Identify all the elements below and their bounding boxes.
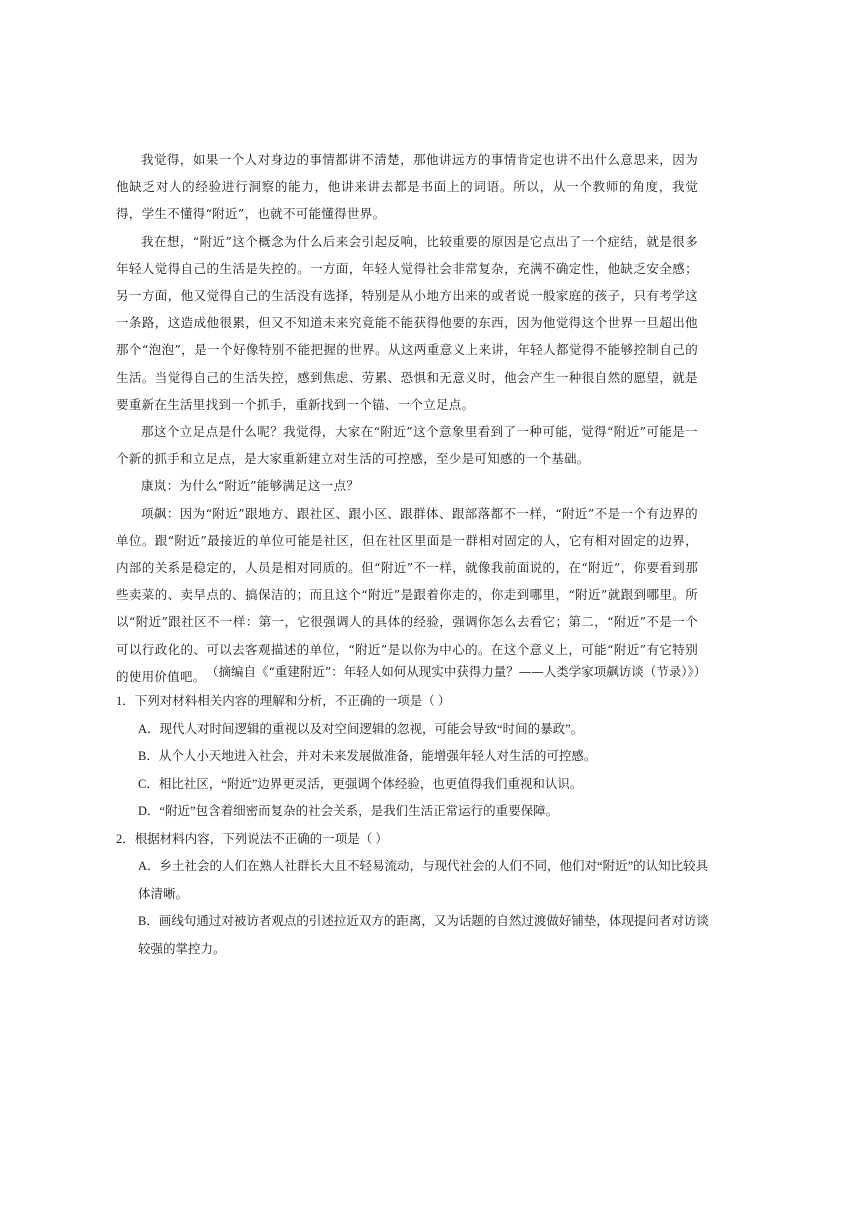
question-stem: 2．根据材料内容，下列说法不正确的一项是（ ） bbox=[116, 831, 388, 846]
question-option-a: A．现代人对时间逻辑的重视以及对空间逻辑的忽视，可能会导致“时间的暴政”。 bbox=[138, 721, 584, 736]
question-option-a: A．乡土社会的人们在熟人社群长大且不轻易流动，与现代社会的人们不同，他们对“附近”的认知比较具体清晰。 bbox=[138, 859, 709, 901]
passage-paragraph-1: 我觉得，如果一个人对身边的事情都讲不清楚，那他讲远方的事情肯定也讲不出什么意思来，因为他缺乏对人的经验进行洞察的能力，他讲来讲去都是书面上的词语。所以，从一个教师的角度，我觉得，学生不懂得“附近”，也就不可能懂得世界。 bbox=[116, 152, 698, 222]
question-option-b: B．画线句通过对被访者观点的引述拉近双方的距离，又为话题的自然过渡做好铺垫，体现提问者对访谈较强的掌控力。 bbox=[138, 914, 709, 956]
question-stem: 1．下列对材料相关内容的理解和分析，不正确的一项是（ ） bbox=[116, 694, 451, 708]
source-citation: （摘编自《“重建附近”：年轻人如何从现实中获得力量？——人类学家项飙访谈（节录）》） bbox=[206, 664, 707, 679]
question-2 bbox=[116, 826, 716, 964]
question-list bbox=[116, 688, 716, 963]
passage-paragraph-4: 康岚：为什么“附近”能够满足这一点？ bbox=[141, 478, 360, 494]
passage-paragraph-5: 项飙：因为“附近”跟地方、跟社区、跟小区、跟群体、跟部落都不一样，“附近”不是一个有边界的单位。跟“附近”最接近的单位可能是社区，但在社区里面是一群相对固定的人，它有相对固定的边界，内部的关系是稳定的，人员是相对同质的。但“附近”不一样，就像我前面说的，在“附近”，你要看到那些卖菜的、卖早点的、搞保洁的；而且这个“附近”是跟着你走的，你走到哪里，“附近”就跟到哪里。所以“附近”跟社区不一样：第一，它很强调人的具体的经验，强调你怎么去看它；第二，“附近”不是一个可以行政化的、可以去客观描述的单位，“附近”是以你为中心的。在这个意义上，可能“附近”有它特别的使用价值吧。 bbox=[116, 505, 698, 684]
question-1 bbox=[116, 688, 716, 826]
question-option-d: D．“附近”包含着细密而复杂的社会关系，是我们生活正常运行的重要保障。 bbox=[138, 804, 559, 818]
question-option-b: B．从个人小天地进入社会，并对未来发展做准备，能增强年轻人对生活的可控感。 bbox=[138, 749, 597, 763]
question-option-c: C．相比社区，“附近”边界更灵活，更强调个体经验，也更值得我们重视和认识。 bbox=[138, 776, 583, 791]
passage-body bbox=[116, 146, 698, 690]
passage-paragraph-3: 那这个立足点是什么呢？我觉得，大家在“附近”这个意象里看到了一种可能，觉得“附近”可能是一个新的抓手和立足点，是大家重新建立对生活的可控感，至少是可知感的一个基础。 bbox=[116, 424, 698, 467]
passage-paragraph-2: 我在想，“附近”这个概念为什么后来会引起反响，比较重要的原因是它点出了一个症结，就是很多年轻人觉得自己的生活是失控的。一方面，年轻人觉得社会非常复杂，充满不确定性，他缺乏安全感；另一方面，他又觉得自己的生活没有选择，特别是从小地方出来的或者说一般家庭的孩子，只有考学这一条路，这造成他很累，但又不知道未来究竟能不能获得他要的东西，因为他觉得这个世界一旦超出他那个“泡泡”，是一个好像特别不能把握的世界。从这两重意义上来讲，年轻人都觉得不能够控制自己的生活。当觉得自己的生活失控，感到焦虑、劳累、恐惧和无意义时，他会产生一种很自然的愿望，就是要重新在生活里找到一个抓手，重新找到一个锚、一个立足点。 bbox=[116, 233, 698, 412]
